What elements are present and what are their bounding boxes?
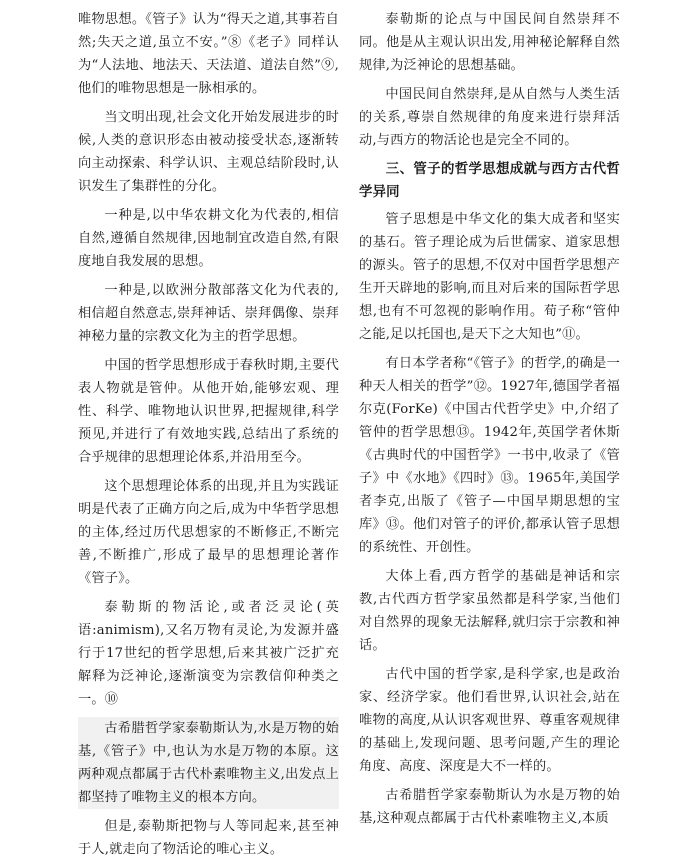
- left-column: [78, 8, 339, 867]
- paragraph: 这个思想理论体系的出现,并且为实践证明是代表了正确方向之后,成为中华哲学思想的主体,经过历代思想家的不断修正,不断完善,不断推广,形成了最早的思想理论著作《管子》。: [78, 479, 339, 586]
- paragraph: 唯物思想。《管子》认为“得天之道,其事若自然;失天之道,虽立不安。”⑧《老子》同样认为“人法地、地法天、天法道、道法自然”⑨,他们的唯物思想是一脉相承的。: [78, 12, 339, 96]
- paragraph: 中国民间自然崇拜,是从自然与人类生活的关系,尊崇自然规律的角度来进行崇拜活动,与西方的物活论也是完全不同的。: [359, 87, 620, 148]
- paragraph: 管子思想是中华文化的集大成者和坚实的基石。管子理论成为后世儒家、道家思想的源头。管子的思想,不仅对中国哲学思想产生开天辟地的影响,而且对后来的国际哲学思想,也有不可忽视的影响作用。荀子称“管仲之能,足以托国也,是天下之大知也”⑪。: [359, 212, 620, 342]
- paragraph: 当文明出现,社会文化开始发展进步的时候,人类的意识形态由被动接受状态,逐渐转向主动探索、科学认识、主观总结阶段时,认识发生了集群性的分化。: [78, 110, 339, 194]
- paragraph: 有日本学者称“《管子》的哲学,的确是一种天人相关的哲学”⑫。1927年,德国学者福尔克(ForKe)《中国古代哲学史》中,介绍了管仲的哲学思想⑬。1942年,英国学者休斯《古典时代的中国哲学》一书中,收录了《管子》中《水地》《四时》⑬。1965年,美国学者李克,出版了《管子—中国早期思想的宝库》⑬。他们对管子的评价,都承认管子思想的系统性、开创性。: [359, 356, 620, 555]
- right-column: [359, 8, 620, 836]
- paragraph: 但是,泰勒斯把物与人等同起来,甚至神于人,就走向了物活论的唯心主义。: [78, 819, 339, 857]
- paragraph: 古希腊哲学家泰勒斯认为,水是万物的始基,《管子》中,也认为水是万物的本原。这两种观点都属于古代朴素唯物主义,出发点上都坚持了唯物主义的根本方向。: [78, 717, 339, 809]
- paragraph: 古希腊哲学家泰勒斯认为水是万物的始基,这种观点都属于古代朴素唯物主义,本质: [359, 788, 620, 826]
- paragraph: 中国的哲学思想形成于春秋时期,主要代表人物就是管仲。从他开始,能够宏观、理性、科学、唯物地认识世界,把握规律,科学预见,并进行了有效地实践,总结出了系统的合乎规律的思想理论体系,并沿用至今。: [78, 358, 339, 465]
- paragraph: 一种是,以中华农耕文化为代表的,相信自然,遵循自然规律,因地制宜改造自然,有限度地自我发展的思想。: [78, 208, 339, 269]
- section-heading: 三、管子的哲学思想成就与西方古代哲学异同: [359, 162, 620, 200]
- paragraph: 大体上看,西方哲学的基础是神话和宗教,古代西方哲学家虽然都是科学家,当他们对自然界的现象无法解释,就归宗于宗教和神话。: [359, 569, 620, 653]
- paragraph: 泰勒斯的论点与中国民间自然崇拜不同。他是从主观认识出发,用神秘论解释自然规律,为泛神论的思想基础。: [359, 12, 620, 73]
- paragraph: 泰勒斯的物活论,或者泛灵论(英语:animism),又名万物有灵论,为发源并盛行于17世纪的哲学思想,后来其被广泛扩充解释为泛神论,逐渐演变为宗教信仰种类之一。⑩: [78, 600, 339, 707]
- paragraph: 古代中国的哲学家,是科学家,也是政治家、经济学家。他们看世界,认识社会,站在唯物的高度,从认识客观世界、尊重客观规律的基础上,发现问题、思考问题,产生的理论角度、高度、深度是大不一样的。: [359, 667, 620, 774]
- paragraph: 一种是,以欧洲分散部落文化为代表的,相信超自然意志,崇拜神话、崇拜偶像、崇拜神秘力量的宗教文化为主的哲学思想。: [78, 283, 339, 344]
